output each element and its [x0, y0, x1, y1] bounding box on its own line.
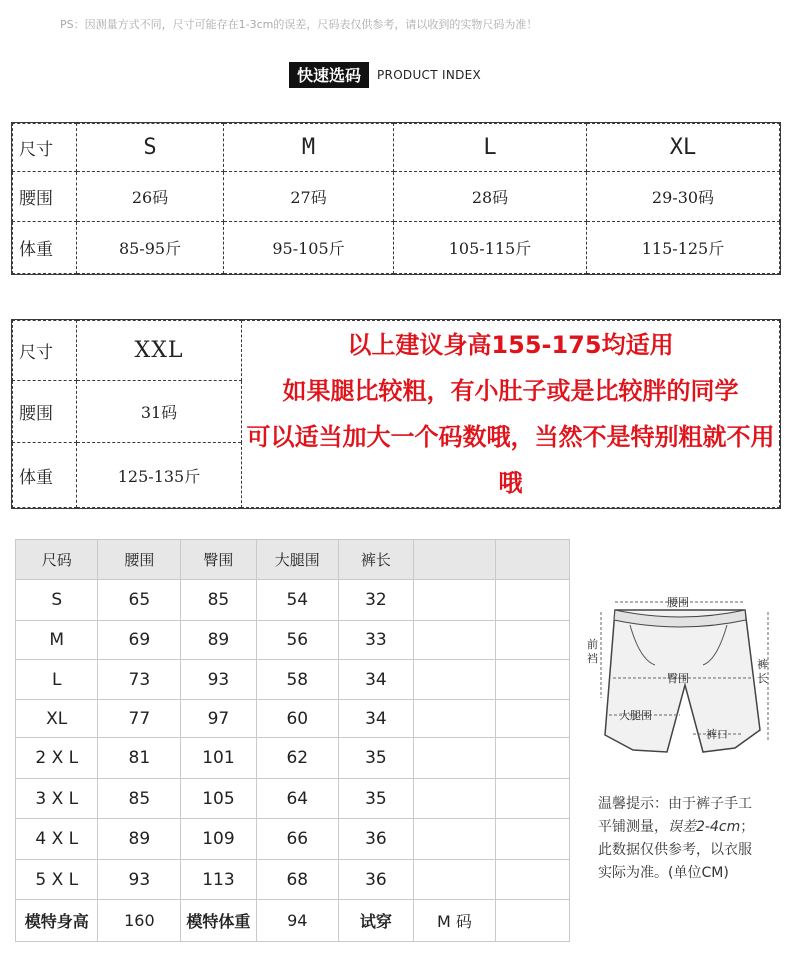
table-cell [496, 819, 570, 860]
title-cn: 快速选码 [289, 62, 369, 88]
table-cell: 56 [256, 621, 338, 660]
table-cell [413, 738, 495, 779]
table-cell: 34 [339, 700, 414, 738]
table-cell: 试穿 [339, 900, 414, 942]
table-cell [413, 660, 495, 700]
row-label: 体重 [13, 443, 77, 508]
label-length-a: 裤 [757, 658, 768, 671]
row-label: 腰围 [13, 380, 77, 442]
table-cell: 89 [98, 819, 181, 860]
table-cell [496, 738, 570, 779]
weight-cell: 85-95斤 [77, 222, 224, 274]
table-row [16, 700, 570, 738]
waist-cell: 26码 [77, 172, 224, 222]
table-cell: L [16, 660, 98, 700]
table-cell: M [16, 621, 98, 660]
size-advice [242, 321, 780, 508]
table-row [16, 580, 570, 621]
table-cell [413, 700, 495, 738]
row-label: 腰围 [13, 172, 77, 222]
advice-line: 可以适当加大一个码数哦，当然不是特别粗就不用哦 [246, 423, 775, 497]
column-header [496, 540, 570, 580]
table-cell: 68 [256, 860, 338, 900]
column-header: 裤长 [339, 540, 414, 580]
table-cell: 89 [181, 621, 256, 660]
table-cell: 105 [181, 779, 256, 819]
table-row [13, 321, 780, 381]
table-cell: 模特体重 [181, 900, 256, 942]
table-cell: 94 [256, 900, 338, 942]
table-cell [496, 860, 570, 900]
table-cell [496, 779, 570, 819]
table-cell: XL [16, 700, 98, 738]
label-thigh: 大腿围 [619, 709, 652, 722]
weight-cell: 105-115斤 [394, 222, 587, 274]
label-rise-a: 前 [587, 638, 598, 651]
table-cell [413, 860, 495, 900]
waist-cell: 29-30码 [587, 172, 780, 222]
label-hip: 臀围 [667, 672, 689, 685]
table-cell: 101 [181, 738, 256, 779]
tip-line: 此数据仅供参考，以衣服 [598, 842, 752, 858]
tip-line [598, 816, 788, 839]
table-cell: 85 [98, 779, 181, 819]
table-cell [496, 700, 570, 738]
measurement-note: PS：因测量方式不同，尺寸可能存在1-3cm的误差，尺码表仅供参考，请以收到的实物尺码为准！ [60, 18, 538, 31]
table-row [16, 738, 570, 779]
table-cell: 35 [339, 738, 414, 779]
table-row [16, 860, 570, 900]
quick-size-table-xxl [12, 320, 780, 508]
header-row [16, 540, 570, 580]
table-cell: 模特身高 [16, 900, 98, 942]
table-cell: 62 [256, 738, 338, 779]
section-title [289, 62, 481, 88]
table-cell: 34 [339, 660, 414, 700]
size-cell: XL [587, 124, 780, 172]
weight-cell: 125-135斤 [77, 443, 242, 508]
table-row [16, 779, 570, 819]
row-label: 尺寸 [13, 124, 77, 172]
table-cell: 65 [98, 580, 181, 621]
tip-line: 实际为准。(单位CM) [598, 865, 729, 881]
table-cell: 160 [98, 900, 181, 942]
table-cell: M 码 [413, 900, 495, 942]
table-cell [413, 779, 495, 819]
table-row [16, 621, 570, 660]
table-cell: 77 [98, 700, 181, 738]
table-cell: 109 [181, 819, 256, 860]
column-header: 臀围 [181, 540, 256, 580]
label-rise-b: 裆 [587, 652, 598, 665]
size-chart-table [15, 539, 570, 942]
table-cell: S [16, 580, 98, 621]
table-cell: 81 [98, 738, 181, 779]
table-cell: 60 [256, 700, 338, 738]
table-row [13, 172, 780, 222]
table-cell: 66 [256, 819, 338, 860]
tip-error-range: 误差2-4cm [668, 819, 741, 835]
tip-line: 温馨提示：由于裤子手工 [598, 796, 752, 812]
advice-line: 以上建议身高155-175均适用 [347, 331, 674, 359]
table-cell: 5 X L [16, 860, 98, 900]
waist-cell: 28码 [394, 172, 587, 222]
table-cell: 36 [339, 819, 414, 860]
table-cell [496, 900, 570, 942]
size-cell: XXL [77, 321, 242, 381]
table-cell [496, 580, 570, 621]
table-row [13, 124, 780, 172]
table-cell: 73 [98, 660, 181, 700]
tip-text: 平铺测量， [598, 819, 668, 835]
label-hem: 裤口 [706, 728, 728, 741]
table-cell [496, 660, 570, 700]
table-row [16, 660, 570, 700]
size-cell: S [77, 124, 224, 172]
table-row [13, 222, 780, 274]
table-cell: 93 [98, 860, 181, 900]
column-header: 大腿围 [256, 540, 338, 580]
table-cell: 69 [98, 621, 181, 660]
advice-line: 如果腿比较粗，有小肚子或是比较胖的同学 [282, 377, 739, 405]
table-cell: 33 [339, 621, 414, 660]
label-length-b: 长 [757, 672, 768, 685]
column-header: 尺码 [16, 540, 98, 580]
row-label: 尺寸 [13, 321, 77, 381]
table-cell: 35 [339, 779, 414, 819]
label-waist: 腰围 [667, 596, 689, 609]
waist-cell: 31码 [77, 380, 242, 442]
shorts-measurement-diagram [585, 590, 785, 770]
table-cell [413, 621, 495, 660]
column-header [413, 540, 495, 580]
title-en: PRODUCT INDEX [377, 68, 482, 82]
table-cell: 93 [181, 660, 256, 700]
weight-cell: 95-105斤 [224, 222, 394, 274]
quick-size-table [12, 123, 780, 274]
size-cell: L [394, 124, 587, 172]
table-cell: 54 [256, 580, 338, 621]
table-row [16, 819, 570, 860]
waist-cell: 27码 [224, 172, 394, 222]
table-cell: 64 [256, 779, 338, 819]
tip-text: ； [740, 819, 755, 835]
table-cell: 2 X L [16, 738, 98, 779]
table-cell: 97 [181, 700, 256, 738]
measurement-tip [598, 793, 788, 885]
table-cell: 85 [181, 580, 256, 621]
row-label: 体重 [13, 222, 77, 274]
table-cell: 4 X L [16, 819, 98, 860]
table-cell [496, 621, 570, 660]
table-cell: 113 [181, 860, 256, 900]
table-cell: 3 X L [16, 779, 98, 819]
table-cell [413, 819, 495, 860]
table-cell: 32 [339, 580, 414, 621]
weight-cell: 115-125斤 [587, 222, 780, 274]
table-cell: 58 [256, 660, 338, 700]
column-header: 腰围 [98, 540, 181, 580]
table-cell: 36 [339, 860, 414, 900]
footer-row [16, 900, 570, 942]
table-cell [413, 580, 495, 621]
size-cell: M [224, 124, 394, 172]
